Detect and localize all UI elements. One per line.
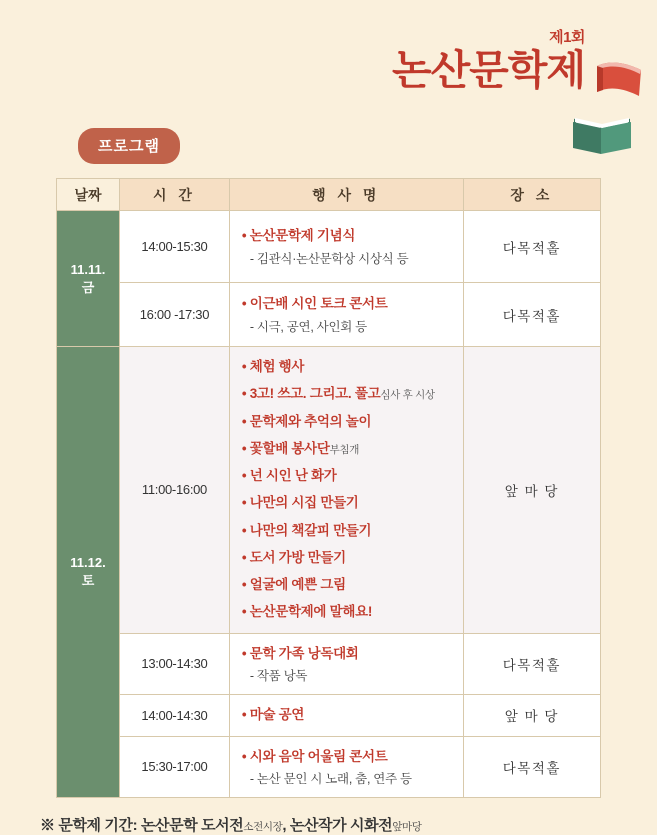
footnote-note-1: 소전시장 <box>243 821 283 833</box>
place-cell: 다목적홀 <box>463 633 600 694</box>
column-header-event: 행 사 명 <box>229 179 463 211</box>
event-title: • 체험 행사 <box>241 359 305 374</box>
event-subtitle: - 논산 문인 시 노래, 춤, 연주 등 <box>249 772 412 786</box>
table-header-row <box>57 179 601 211</box>
title-sub: 제1회 <box>549 29 585 46</box>
event-title: • 시와 음악 어울림 콘서트 <box>241 748 388 764</box>
event-cell <box>229 633 463 694</box>
event-subtitle: - 작품 낭독 <box>249 668 308 683</box>
schedule-table-wrap <box>56 178 601 798</box>
event-title: • 마술 공연 <box>241 707 305 723</box>
place-cell: 다목적홀 <box>463 736 600 797</box>
schedule-table <box>56 178 601 798</box>
time-cell: 14:00-15:30 <box>120 211 230 283</box>
event-title: • 넌 시인 난 화가 <box>241 468 337 483</box>
event-cell <box>229 211 463 283</box>
event-title-text: • 3고! 쓰고. 그리고. 풀고 <box>241 386 381 402</box>
page-header <box>0 0 657 120</box>
day-label: 토 <box>81 573 95 588</box>
date-cell-day2 <box>57 347 120 798</box>
place-cell: 다목적홀 <box>463 283 600 347</box>
event-title: • 문학 가족 낭독대회 <box>241 645 359 661</box>
table-row <box>57 283 601 347</box>
program-badge: 프로그램 <box>78 128 180 164</box>
event-cell <box>229 736 463 797</box>
table-row <box>57 736 601 797</box>
table-row <box>57 211 601 283</box>
time-cell: 11:00-16:00 <box>120 347 230 634</box>
table-body <box>57 211 601 798</box>
program-badge-row <box>0 128 657 164</box>
event-cell <box>229 283 463 347</box>
event-title-text: • 꽃할배 봉사단 <box>241 440 330 456</box>
footnote-prefix: ※ 문학제 기간: 논산문학 도서전 <box>40 817 244 834</box>
page-title: 논산문학제 <box>391 47 585 93</box>
place-cell: 앞 마 당 <box>463 694 600 736</box>
event-title: • 도서 가방 만들기 <box>241 549 346 565</box>
event-title <box>242 439 451 459</box>
footnote <box>40 814 657 835</box>
event-title: • 논산문학제에 말해요! <box>241 604 373 620</box>
date-label: 11.11. <box>70 261 106 277</box>
day-label: 금 <box>81 279 95 295</box>
event-subtitle: - 시극, 공연, 사인회 등 <box>249 319 367 334</box>
table-row <box>57 633 601 694</box>
time-cell: 13:00-14:30 <box>120 633 230 694</box>
table-row <box>57 694 601 736</box>
place-cell: 다목적홀 <box>463 211 600 283</box>
green-book-icon <box>571 112 633 154</box>
table-row <box>57 347 601 634</box>
event-note: 심사 후 시상 <box>380 389 435 402</box>
footnote-middle: , 논산작가 시화전 <box>282 817 393 834</box>
event-title: • 얼굴에 예쁜 그림 <box>241 577 346 592</box>
event-title: • 이근배 시인 토크 콘서트 <box>241 296 388 312</box>
table-head <box>57 179 601 211</box>
event-subtitle: - 김관식·논산문학상 시상식 등 <box>249 251 409 266</box>
column-header-place: 장 소 <box>463 179 600 211</box>
event-cell <box>229 347 463 634</box>
title-block <box>392 26 585 92</box>
time-cell: 14:00-14:30 <box>120 694 230 736</box>
place-cell: 앞 마 당 <box>463 347 600 634</box>
event-title: • 논산문학제 기념식 <box>241 228 356 244</box>
time-cell: 15:30-17:00 <box>120 736 230 797</box>
footnote-note-2: 앞마당 <box>392 821 422 833</box>
event-title: • 나만의 책갈피 만들기 <box>241 522 372 538</box>
event-title: • 나만의 시집 만들기 <box>241 495 359 511</box>
date-cell-day1 <box>57 211 120 347</box>
event-cell <box>229 694 463 736</box>
event-note: 부침개 <box>329 443 360 456</box>
column-header-time: 시 간 <box>120 179 230 211</box>
event-title: • 문학제와 추억의 놀이 <box>241 413 372 429</box>
time-cell: 16:00 -17:30 <box>120 283 230 347</box>
event-title <box>242 384 451 404</box>
date-label: 11.12. <box>70 555 106 571</box>
red-book-icon <box>595 60 643 98</box>
column-header-date: 날짜 <box>57 179 120 211</box>
